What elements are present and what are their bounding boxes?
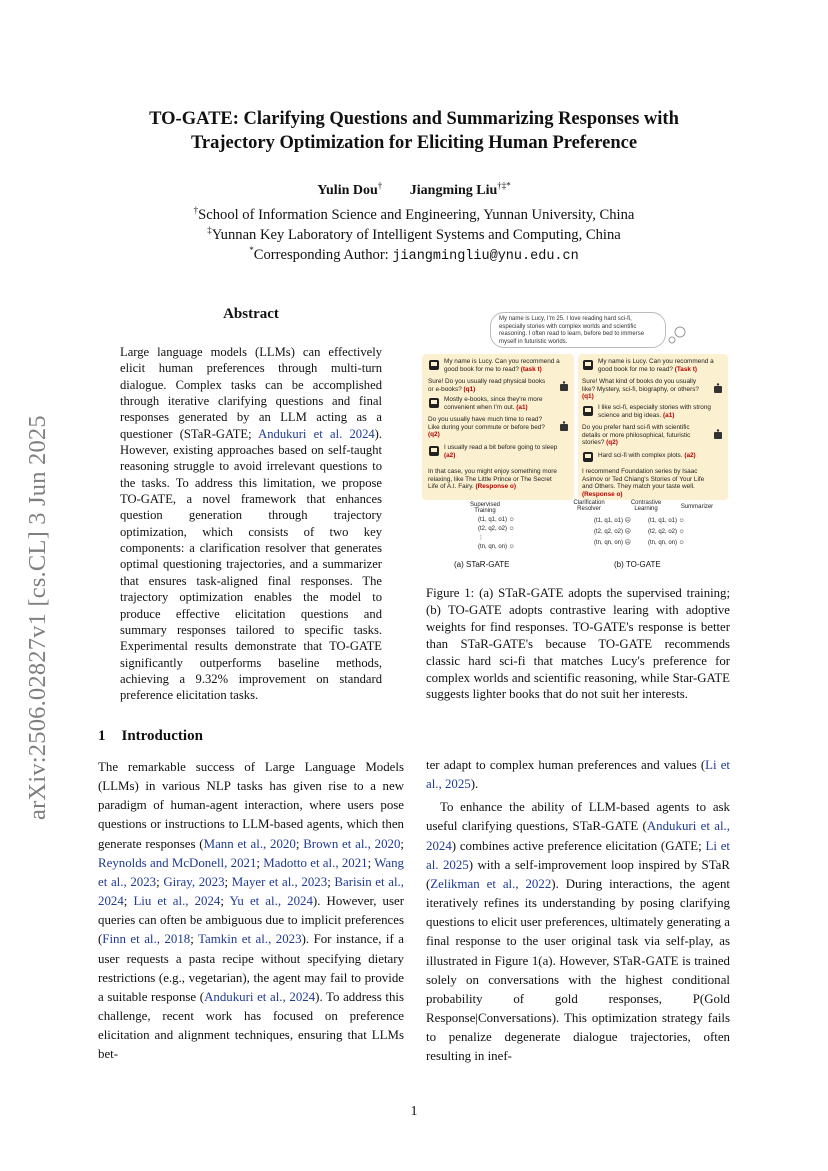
summarizer-label: Summarizer — [680, 504, 714, 510]
subfigure-b-label: (b) TO-GATE — [614, 560, 661, 569]
intro-right-column — [426, 756, 730, 1067]
citation-link[interactable]: Mayer et al., 2023 — [231, 874, 328, 889]
intro-left-column: The remarkable success of Large Language Models (LLMs) in various NLP tasks has given rise to a new paradigm of human-agent interaction, where users pose questions or instructions to LLM-based agents, which then generate responses (Mann et al., 2020; Brown et al., 2020; Reynolds and McDonell, 2021; Madotto et al., 2021; Wang et al., 2023; Giray, 2023; Mayer et al., 2023; Barisin et al., 2024; Liu et al., 2024; Yu et al., 2024). However, user queries can often be ambiguous due to implicit preferences (Finn et al., 2018; Tamkin et al., 2023). For instance, if a user requests a pasta recipe without specifying dietary restrictions (e.g., vegetarian), the agent may fail to provide a suitable response (Andukuri et al., 2024). To address this challenge, recent work has focused on preference elicitation and alignment techniques, ensuring that LLMs bet- — [98, 760, 405, 1062]
task-message: My name is Lucy. Can you recommend a good book for me to read? (Task t) — [598, 358, 714, 373]
citation-link[interactable]: Finn et al., 2018 — [102, 932, 191, 947]
subfigure-a-label: (a) STaR-GATE — [454, 560, 510, 569]
title-line-1: TO-GATE: Clarifying Questions and Summarizing Responses with — [149, 109, 679, 129]
answer-1: I like sci-fi, especially stories with strong science and big ideas. (a1) — [598, 404, 711, 419]
answer-2: I usually read a bit before going to sleep (a2) — [444, 444, 558, 459]
star-gate-dialogue-panel — [422, 354, 574, 500]
user-avatar-icon — [428, 444, 440, 456]
user-avatar-icon — [582, 450, 594, 462]
citation-link[interactable]: Andukuri et al., 2024 — [204, 989, 316, 1004]
question-2: Do you prefer hard sci-fi with scientific details or more philosophical, futuristic stories? (q2) — [582, 424, 691, 447]
citation-link[interactable]: Andukuri et al., 2024 — [426, 819, 730, 853]
negative-trajectories — [594, 516, 654, 549]
corresponding-author: *Corresponding Author: jiangmingliu@ynu.edu.cn — [249, 245, 579, 264]
title-line-2: Trajectory Optimization for Eliciting Human Preference — [190, 133, 638, 153]
paragraph: ter adapt to complex human preferences and values (Li et al., 2025). — [426, 758, 730, 792]
paragraph: To enhance the ability of LLM-based agents to ask useful clarifying questions, STaR-GATE (Andukuri et al., 2024) combines active preference elicitation (GATE; Li et al. 2025) with a self-improvement loop inspired by STaR (Zelikman et al., 2022). During interactions, the agent iteratively refines its understanding by posing clarifying questions to elicit user preferences, ultimately generating a final response to the user original task via self-play, as illustrated in Figure 1(a). However, STaR-GATE is trained solely on conversations with the highest conditional probability of gold responses, P(Gold Response|Conversations). This optimization strategy fails to penalize degenerate dialogue trajectories, often resulting in inef- — [426, 800, 731, 1064]
citation-link[interactable]: Brown et al., 2020 — [303, 836, 401, 851]
arxiv-identifier: arXiv:2506.02827v1 [cs.CL] 3 Jun 2025 — [24, 415, 51, 820]
citation-link[interactable]: Andukuri et al. 2024 — [258, 426, 375, 441]
author-1: Yulin Dou† — [317, 180, 383, 198]
clarification-resolver-label: Clarification Resolver — [573, 500, 605, 512]
citation-link[interactable]: Reynolds and McDonell, 2021 — [98, 855, 257, 870]
trajectory-item: (t2, q2, o2) ☹ — [594, 529, 631, 535]
contrastive-learning-label: Contrastive Learning — [630, 500, 662, 512]
citation-link[interactable]: Mann et al., 2020 — [203, 836, 296, 851]
trajectory-item: (t1, q1, o1) ☺ — [478, 517, 515, 523]
answer-1: Mostly e-books, since they're more convenient when I'm out. (a1) — [444, 396, 543, 411]
user-avatar-icon — [582, 404, 594, 416]
paper-title — [80, 107, 748, 155]
citation-link[interactable]: Yu et al., 2024 — [229, 894, 313, 909]
affiliation-1: †School of Information Science and Engineering, Yunnan University, China — [193, 205, 635, 223]
question-1: Sure! Do you usually read physical books or e-books? (q1) — [428, 378, 546, 393]
to-gate-dialogue-panel — [578, 354, 728, 500]
trajectory-item: (tn, qn, on) ☹ — [594, 540, 631, 546]
citation-link[interactable]: Liu et al., 2024 — [133, 894, 221, 909]
citation-link[interactable]: Barisin et al., 2024 — [98, 874, 404, 909]
thought-dots-icon — [666, 320, 696, 350]
trajectory-item: (t1, q1, o1) ☹ — [594, 518, 631, 524]
positive-trajectories — [648, 516, 708, 549]
affiliation-2: ‡Yunnan Key Laboratory of Intelligent Systems and Computing, China — [207, 225, 621, 243]
email-link[interactable]: jiangmingliu@ynu.edu.cn — [392, 248, 579, 264]
supervised-training-label: Supervised Training — [469, 502, 501, 514]
final-response: In that case, you might enjoy something more relaxing, like The Little Prince or The Secret Life of A.I. Fairy. (Response o) — [428, 468, 557, 491]
citation-link[interactable]: Zelikman et al., 2022 — [430, 876, 552, 891]
citation-link[interactable]: Tamkin et al., 2023 — [198, 932, 302, 947]
user-avatar-icon — [428, 396, 440, 408]
abstract-heading: Abstract — [223, 306, 279, 322]
page-number: 1 — [410, 1104, 418, 1119]
answer-2: Hard sci-fi with complex plots. (a2) — [598, 452, 696, 459]
figure-caption: Figure 1: (a) STaR-GATE adopts the supervised training; (b) TO-GATE adopts contrastive learing with adoptive weights for find responses. TO-GATE's response is better than STaR-GATE's because TO-GATE recommends classic hard sci-fi that matches Lucy's preference for complex worlds and scientific reasoning, while Star-GATE suggests lighter books that do not suit her interests. — [426, 586, 730, 702]
robot-icon — [558, 420, 570, 432]
final-response: I recommend Foundation series by Isaac Asimov or Ted Chiang's Stories of Your Life and Others. They match your taste well. (Response o) — [582, 468, 705, 498]
star-gate-trajectories — [478, 516, 548, 552]
user-avatar-icon — [582, 358, 594, 370]
robot-icon — [558, 380, 570, 392]
robot-icon — [712, 382, 724, 394]
lucy-thought-bubble: My name is Lucy, I'm 25. I love reading hard sci-fi, especially stories with complex worlds and scientific reasoning. I often read to learn, before bed to immerse myself in futuristic worlds. — [490, 312, 666, 348]
question-2: Do you usually have much time to read? Like during your commute or before bed? (q2) — [428, 416, 545, 439]
trajectory-item: (tn, qn, on) ☺ — [478, 544, 515, 550]
trajectory-item: ⋮ — [478, 535, 484, 541]
trajectory-item: (t2, q2, o2) ☺ — [478, 526, 515, 532]
citation-link[interactable]: Li et al., 2025 — [426, 758, 730, 792]
trajectory-item: (t2, q2, o2) ☺ — [648, 529, 685, 535]
author-list — [0, 180, 828, 199]
trajectory-item: (t1, q1, o1) ☺ — [648, 518, 685, 524]
author-2: Jiangming Liu†‡* — [409, 180, 511, 198]
task-message: My name is Lucy. Can you recommend a good book for me to read? (task t) — [444, 358, 560, 373]
trajectory-item: (tn, qn, on) ☺ — [648, 540, 685, 546]
robot-icon — [712, 428, 724, 440]
abstract-body: Large language models (LLMs) can effectively elicit human preferences through multi-turn dialogue. Complex tasks can be accomplished through iterative clarifying questions and final responses generated by an LLM acting as a questioner (STaR-GATE; Andukuri et al. 2024). However, existing approaches based on self-taught reasoning struggle to avoid irrelevant questions to the tasks. To address this limitation, we propose TO-GATE, a novel framework that enhances question generation through trajectory optimization, which consists of two key components: a clarification resolver that generates optimal questioning trajectories, and a summarizer that ensures task-aligned final responses. The trajectory optimization enables the model to produce effective elicitation questions and summary responses tailored to specific tasks. Experimental results demonstrate that TO-GATE significantly outperforms baseline methods, achieving a 9.32% improvement on standard preference elicitation tasks. — [120, 345, 383, 703]
citation-link[interactable]: Li et al. 2025 — [426, 838, 730, 872]
user-avatar-icon — [428, 358, 440, 370]
citation-link[interactable]: Giray, 2023 — [163, 874, 225, 889]
question-1: Sure! What kind of books do you usually like? Mystery, sci-fi, biography, or others? (q1) — [582, 378, 699, 401]
section-heading: 1 Introduction — [98, 728, 203, 744]
citation-link[interactable]: Wang et al., 2023 — [98, 855, 404, 889]
figure-1 — [420, 310, 730, 572]
citation-link[interactable]: Madotto et al., 2021 — [263, 855, 368, 870]
